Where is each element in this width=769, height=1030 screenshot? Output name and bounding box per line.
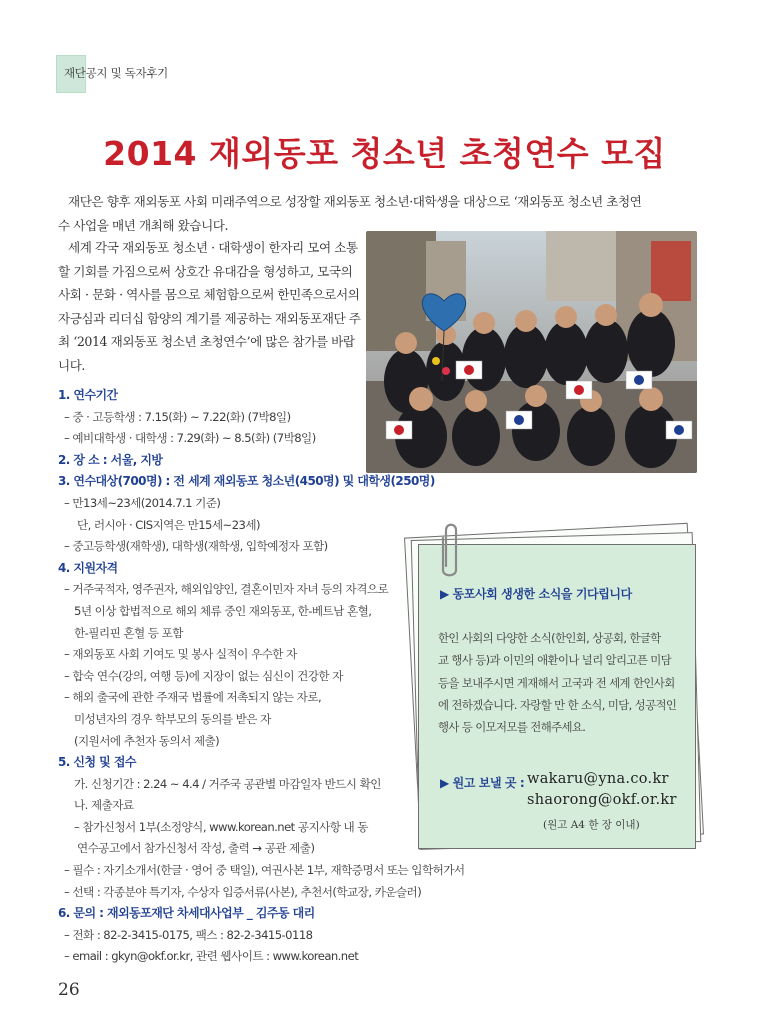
section-line: 가. 신청기간 : 2.24 ~ 4.4 / 거주국 공관별 마감일자 반드시 확인 bbox=[74, 776, 381, 791]
section-heading: 2. 장 소 : 서울, 지방 bbox=[58, 452, 163, 467]
section-line: 한-필리핀 혼혈 등 포함 bbox=[74, 625, 183, 640]
section-line: – 참가신청서 1부(소정양식, www.korean.net 공지사항 내 동 bbox=[74, 819, 368, 834]
section-line: – 예비대학생 · 대학생 : 7.29(화) ~ 8.5(화) (7박8일) bbox=[64, 431, 316, 446]
section-line: – 만13세~23세(2014.7.1 기준) bbox=[64, 495, 221, 510]
section-line: – 해외 출국에 관한 주재국 법률에 저촉되지 않는 자로, bbox=[64, 690, 322, 705]
intro-line: 재단은 향후 재외동포 사회 미래주역으로 성장할 재외동포 청소년·대학생을 대상으로 ‘재외동포 청소년 초청연 bbox=[68, 194, 642, 209]
notice-card bbox=[418, 544, 696, 849]
address-email-1: wakaru@yna.co.kr bbox=[527, 771, 669, 787]
paperclip-icon bbox=[438, 520, 462, 580]
section-line: – email : gkyn@okf.or.kr, 관련 웹사이트 : www.korean.net bbox=[64, 949, 359, 964]
section-heading: 6. 문의 : 재외동포재단 차세대사업부 _ 김주동 대리 bbox=[58, 906, 315, 921]
intro-line: 사회 · 문화 · 역사를 몸으로 체험함으로써 한민족으로서의 bbox=[58, 287, 360, 302]
notice-heading: ▶ 동포사회 생생한 소식을 기다립니다 bbox=[440, 587, 632, 601]
section-label: 재단공지 및 독자후기 bbox=[64, 66, 168, 80]
notice-line: 한인 사회의 다양한 소식(한인회, 상공회, 한글학 bbox=[438, 631, 661, 645]
notice-line: 에 전하겠습니다. 자랑할 만 한 소식, 미담, 성공적인 bbox=[438, 697, 677, 712]
page-title: 2014 재외동포 청소년 초청연수 모집 bbox=[103, 134, 666, 173]
section-line: – 중고등학생(재학생), 대학생(재학생, 입학예정자 포함) bbox=[64, 539, 328, 554]
section-line: – 선택 : 각종분야 특기자, 수상자 입증서류(사본), 추천서(학교장, 카운슬러) bbox=[64, 884, 422, 899]
page-number: 26 bbox=[58, 980, 80, 1000]
section-line: 5년 이상 합법적으로 해외 체류 중인 재외동포, 한-베트남 혼혈, bbox=[74, 603, 372, 618]
section-heading: 3. 연수대상(700명) : 전 세계 재외동포 청소년(450명) 및 대학생(250명) bbox=[58, 474, 435, 489]
notice-line: 행사 등 이모저모를 전해주세요. bbox=[438, 720, 586, 735]
section-heading: 1. 연수기간 bbox=[58, 388, 118, 402]
section-line: – 필수 : 자기소개서(한글 · 영어 중 택일), 여권사본 1부, 재학증명서 또는 입학허가서 bbox=[64, 863, 465, 878]
intro-line: 세계 각국 재외동포 청소년 · 대학생이 한자리 모여 소통 bbox=[68, 240, 358, 255]
section-line: – 전화 : 82-2-3415-0175, 팩스 : 82-2-3415-0118 bbox=[64, 927, 313, 942]
intro-line: 최 ‘2014 재외동포 청소년 초청연수’에 많은 참가를 바랍 bbox=[58, 334, 355, 349]
section-line: – 합숙 연수(강의, 여행 등)에 지장이 없는 심신이 건강한 자 bbox=[64, 668, 343, 683]
section-line: (지원서에 추천자 동의서 제출) bbox=[74, 733, 220, 748]
address-label: ▶ 원고 보낼 곳 : bbox=[440, 776, 525, 790]
submission-notice bbox=[412, 520, 702, 855]
section-line: – 중 · 고등학생 : 7.15(화) ~ 7.22(화) (7박8일) bbox=[64, 409, 291, 424]
section-line: – 재외동포 사회 기여도 및 봉사 실적이 우수한 자 bbox=[64, 647, 297, 662]
section-heading: 4. 지원자격 bbox=[58, 560, 118, 575]
intro-line: 할 기회를 가짐으로써 상호간 유대감을 형성하고, 모국의 bbox=[58, 263, 353, 279]
notice-line: 등을 보내주시면 게재해서 고국과 전 세계 한인사회 bbox=[438, 675, 675, 690]
section-line: 나. 제출자료 bbox=[74, 798, 134, 813]
section-line: – 거주국적자, 영주권자, 해외입양인, 결혼이민자 자녀 등의 자격으로 bbox=[64, 582, 389, 597]
section-heading: 5. 신청 및 접수 bbox=[58, 755, 136, 770]
section-line: 단, 러시아 · CIS지역은 만15세~23세) bbox=[77, 517, 260, 532]
section-line: 연수공고에서 참가신청서 작성, 출력 → 공관 제출) bbox=[77, 841, 315, 856]
section-tab bbox=[56, 55, 196, 93]
intro-line: 니다. bbox=[58, 357, 85, 373]
section-line: 미성년자의 경우 학부모의 동의를 받은 자 bbox=[74, 711, 271, 726]
intro-line: 자긍심과 리더십 함양의 계기를 제공하는 재외동포재단 주 bbox=[58, 310, 361, 326]
notice-line: 교 행사 등)과 이민의 애환이나 널리 알리고픈 미담 bbox=[438, 653, 672, 668]
notice-body bbox=[438, 627, 688, 738]
intro-line: 수 사업을 매년 개최해 왔습니다. bbox=[58, 217, 229, 233]
intro-paragraph-2 bbox=[58, 236, 361, 377]
address-email-2: shaorong@okf.or.kr bbox=[527, 792, 677, 808]
address-note: (원고 A4 한 장 이내) bbox=[543, 819, 640, 831]
intro-paragraph-1 bbox=[58, 190, 714, 237]
